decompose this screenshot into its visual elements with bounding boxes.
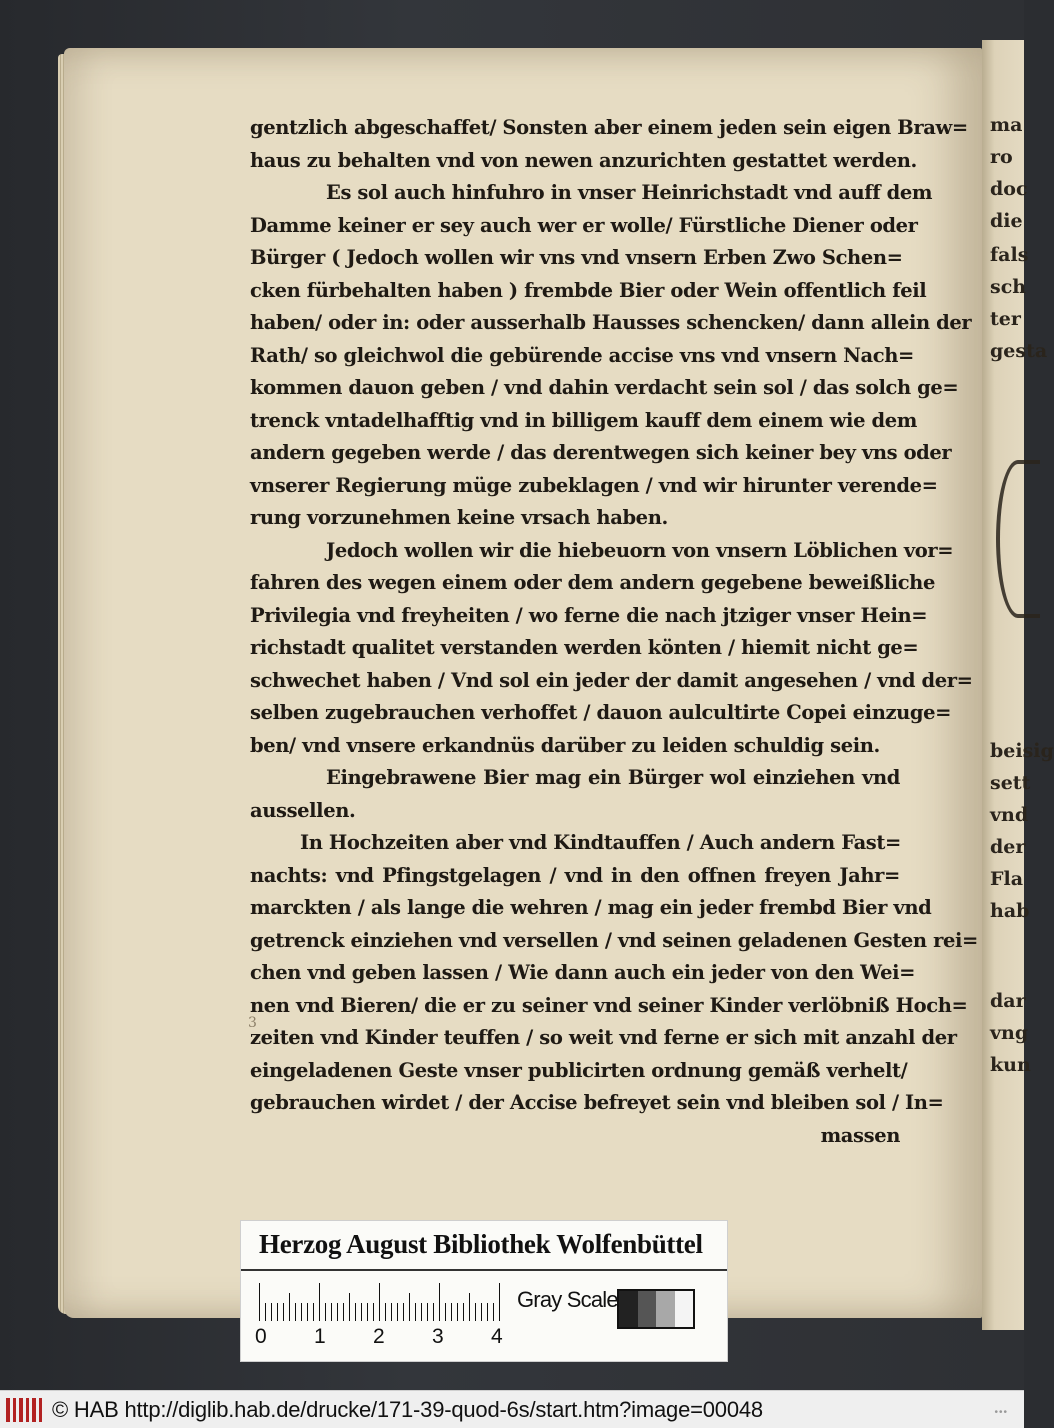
ruler-tick: [403, 1303, 404, 1321]
gray-swatch: [619, 1291, 638, 1327]
facing-page-fragment: Fla: [990, 868, 1024, 890]
ruler-tick: [367, 1303, 368, 1321]
ruler-tick: [451, 1303, 452, 1321]
ruler-tick: [271, 1303, 272, 1321]
facing-page-fragment: hab: [990, 900, 1030, 922]
text-line: nachts: vnd Pfingstgelagen / vnd in den offnen freyen Jahr=: [250, 863, 900, 887]
ruler-tick: [361, 1303, 362, 1321]
ruler-tick: [313, 1303, 314, 1321]
text-line: schwechet haben / Vnd sol ein jeder der damit angesehen / vnd der=: [250, 668, 973, 692]
ruler-tick: [289, 1293, 290, 1321]
ruler-numbers: [255, 1325, 505, 1351]
text-line: fahren des wegen einem oder dem andern gegebene beweißliche: [250, 571, 935, 594]
card-divider: [241, 1269, 727, 1271]
ruler-tick: [427, 1303, 428, 1321]
gray-swatch: [656, 1291, 675, 1327]
ruler-tick: [331, 1303, 332, 1321]
ruler-tick: [499, 1283, 500, 1321]
ruler-tick: [409, 1293, 410, 1321]
facing-page-fragment: sett: [990, 772, 1031, 794]
text-line: ben/ vnd vnsere erkandnüs darüber zu leiden schuldig sein.: [250, 733, 880, 757]
facing-page-fragment: ro: [990, 146, 1013, 168]
footer-bar: [0, 1390, 1024, 1428]
ruler-tick: [385, 1303, 386, 1321]
facing-page-fragment: kun: [990, 1054, 1031, 1076]
ruler-tick: [487, 1303, 488, 1321]
ruler-tick: [415, 1303, 416, 1321]
facing-page-fragment: doc: [990, 178, 1028, 200]
ruler-tick: [301, 1303, 302, 1321]
ruler-tick: [391, 1303, 392, 1321]
text-line: In Hochzeiten aber vnd Kindtauffen / Auch andern Fast=: [300, 831, 901, 854]
ruler-tick: [379, 1283, 380, 1321]
ruler-tick: [445, 1303, 446, 1321]
text-line: eingeladenen Geste vnser publicirten ordnung gemäß verhelt/: [250, 1058, 908, 1082]
ruler-tick: [397, 1303, 398, 1321]
ruler-number: 3: [432, 1325, 444, 1348]
ruler-tick: [439, 1283, 440, 1321]
ruler-tick: [265, 1303, 266, 1321]
ruler-tick: [481, 1303, 482, 1321]
ruler-tick: [259, 1283, 260, 1321]
ruler-tick: [433, 1303, 434, 1321]
footer-more-icon: •••: [994, 1407, 1008, 1418]
ruler-tick: [457, 1303, 458, 1321]
ruler-tick: [307, 1303, 308, 1321]
hab-logo-icon: [6, 1398, 42, 1422]
text-line: massen: [820, 1123, 900, 1147]
facing-page-fragment: beisig: [990, 740, 1054, 762]
ruler-tick: [493, 1303, 494, 1321]
facing-page-fragment: vng: [990, 1022, 1029, 1044]
facing-page-fragment: der: [990, 836, 1026, 858]
ruler-tick: [325, 1303, 326, 1321]
ruler-tick: [469, 1293, 470, 1321]
text-line: richstadt qualitet verstanden werden könten / hiemit nicht ge=: [250, 636, 919, 659]
ruler-tick: [475, 1303, 476, 1321]
library-name: Herzog August Bibliothek Wolfenbüttel: [259, 1229, 703, 1259]
color-scale-card: [240, 1220, 728, 1362]
text-line: selben zugebrauchen verhoffet / dauon aulcultirte Copei einzuge=: [250, 701, 952, 724]
facing-page-fragment: fals: [990, 244, 1029, 266]
ruler-tick: [373, 1303, 374, 1321]
ruler-number: 2: [373, 1325, 385, 1348]
ruler-tick: [283, 1303, 284, 1321]
text-line: Jedoch wollen wir die hiebeuorn von vnsern Löblichen vor=: [326, 538, 954, 562]
ruler-tick: [319, 1283, 320, 1321]
ruler-tick: [349, 1293, 350, 1321]
facing-page-fragment: gesta: [990, 340, 1048, 362]
text-line: haus zu behalten vnd von newen anzurichten gestattet werden.: [250, 148, 917, 172]
facing-page-fragment: sch: [990, 276, 1027, 298]
ruler-tick: [463, 1303, 464, 1321]
facing-page-fragment: ma: [990, 114, 1023, 136]
text-line: Damme keiner er sey auch wer er wolle/ Fürstliche Diener oder: [250, 213, 918, 237]
ruler-tick: [355, 1303, 356, 1321]
ruler-tick: [343, 1303, 344, 1321]
page-signature-mark: 3: [248, 1015, 257, 1031]
text-line: chen vnd geben lassen / Wie dann auch ein jeder von den Wei=: [250, 961, 916, 984]
text-line: kommen dauon geben / vnd dahin verdacht sein sol / das solch ge=: [250, 376, 959, 399]
text-line: gebrauchen wirdet / der Accise befreyet sein vnd bleiben sol / In=: [250, 1091, 944, 1114]
text-line: marckten / als lange die wehren / mag ein jeder frembd Bier vnd: [250, 896, 932, 919]
text-line: haben/ oder in: oder ausserhalb Hausses schencken/ dann allein der: [250, 311, 972, 334]
text-line: cken fürbehalten haben ) frembde Bier oder Wein offentlich feil: [250, 278, 927, 302]
document-text-block: [250, 112, 978, 1152]
text-line: gentzlich abgeschaffet/ Sonsten aber einem jeden sein eigen Braw=: [250, 116, 968, 139]
facing-page-fragment: vnd: [990, 804, 1029, 826]
text-line: Rath/ so gleichwol die gebürende accise vns vnd vnsern Nach=: [250, 343, 914, 367]
gray-swatch: [675, 1291, 694, 1327]
facing-page-edge: [982, 40, 1054, 1330]
text-line: nen vnd Bieren/ die er zu seiner vnd seiner Kinder verlöbniß Hoch=: [250, 993, 968, 1017]
text-line: zeiten vnd Kinder teuffen / so weit vnd ferne er sich mit anzahl der: [250, 1026, 957, 1049]
ruler-tick: [421, 1303, 422, 1321]
text-line: andern gegeben werde / das derentwegen sich keiner bey vns oder: [250, 441, 952, 464]
ruler-number: 1: [314, 1325, 326, 1348]
text-line: vnserer Regierung müge zubeklagen / vnd wir hirunter verende=: [250, 473, 938, 497]
text-line: aussellen.: [250, 798, 356, 822]
text-line: Privilegia vnd freyheiten / wo ferne die nach jtziger vnser Hein=: [250, 603, 928, 627]
text-line: Bürger ( Jedoch wollen wir vns vnd vnsern Erben Zwo Schen=: [250, 246, 903, 269]
ruler-tick: [337, 1303, 338, 1321]
facing-page-fragment: ter: [990, 308, 1021, 330]
gray-scale-swatches: [617, 1289, 695, 1329]
printer-ornament-icon: [996, 460, 1040, 618]
ruler-number: 0: [255, 1325, 267, 1348]
facing-page-fragment: die: [990, 210, 1023, 232]
text-line: Eingebrawene Bier mag ein Bürger wol einziehen vnd: [326, 766, 900, 789]
facing-page-fragment: dar: [990, 990, 1026, 1012]
ruler-tick: [295, 1303, 296, 1321]
measurement-ruler: [259, 1281, 499, 1321]
text-line: Es sol auch hinfuhro in vnser Heinrichstadt vnd auff dem: [326, 181, 933, 204]
ruler-number: 4: [491, 1325, 503, 1348]
gray-swatch: [638, 1291, 657, 1327]
ruler-tick: [277, 1303, 278, 1321]
text-line: getrenck einziehen vnd versellen / vnd seinen geladenen Gesten rei=: [250, 928, 978, 952]
gray-scale-label: Gray Scale: [517, 1287, 618, 1312]
text-line: rung vorzunehmen keine vrsach haben.: [250, 506, 668, 529]
text-line: trenck vntadelhafftig vnd in billigem kauff dem einem wie dem: [250, 408, 917, 432]
footer-copyright-url[interactable]: © HAB http://diglib.hab.de/drucke/171-39-quod-6s/start.htm?image=00048: [52, 1397, 763, 1422]
